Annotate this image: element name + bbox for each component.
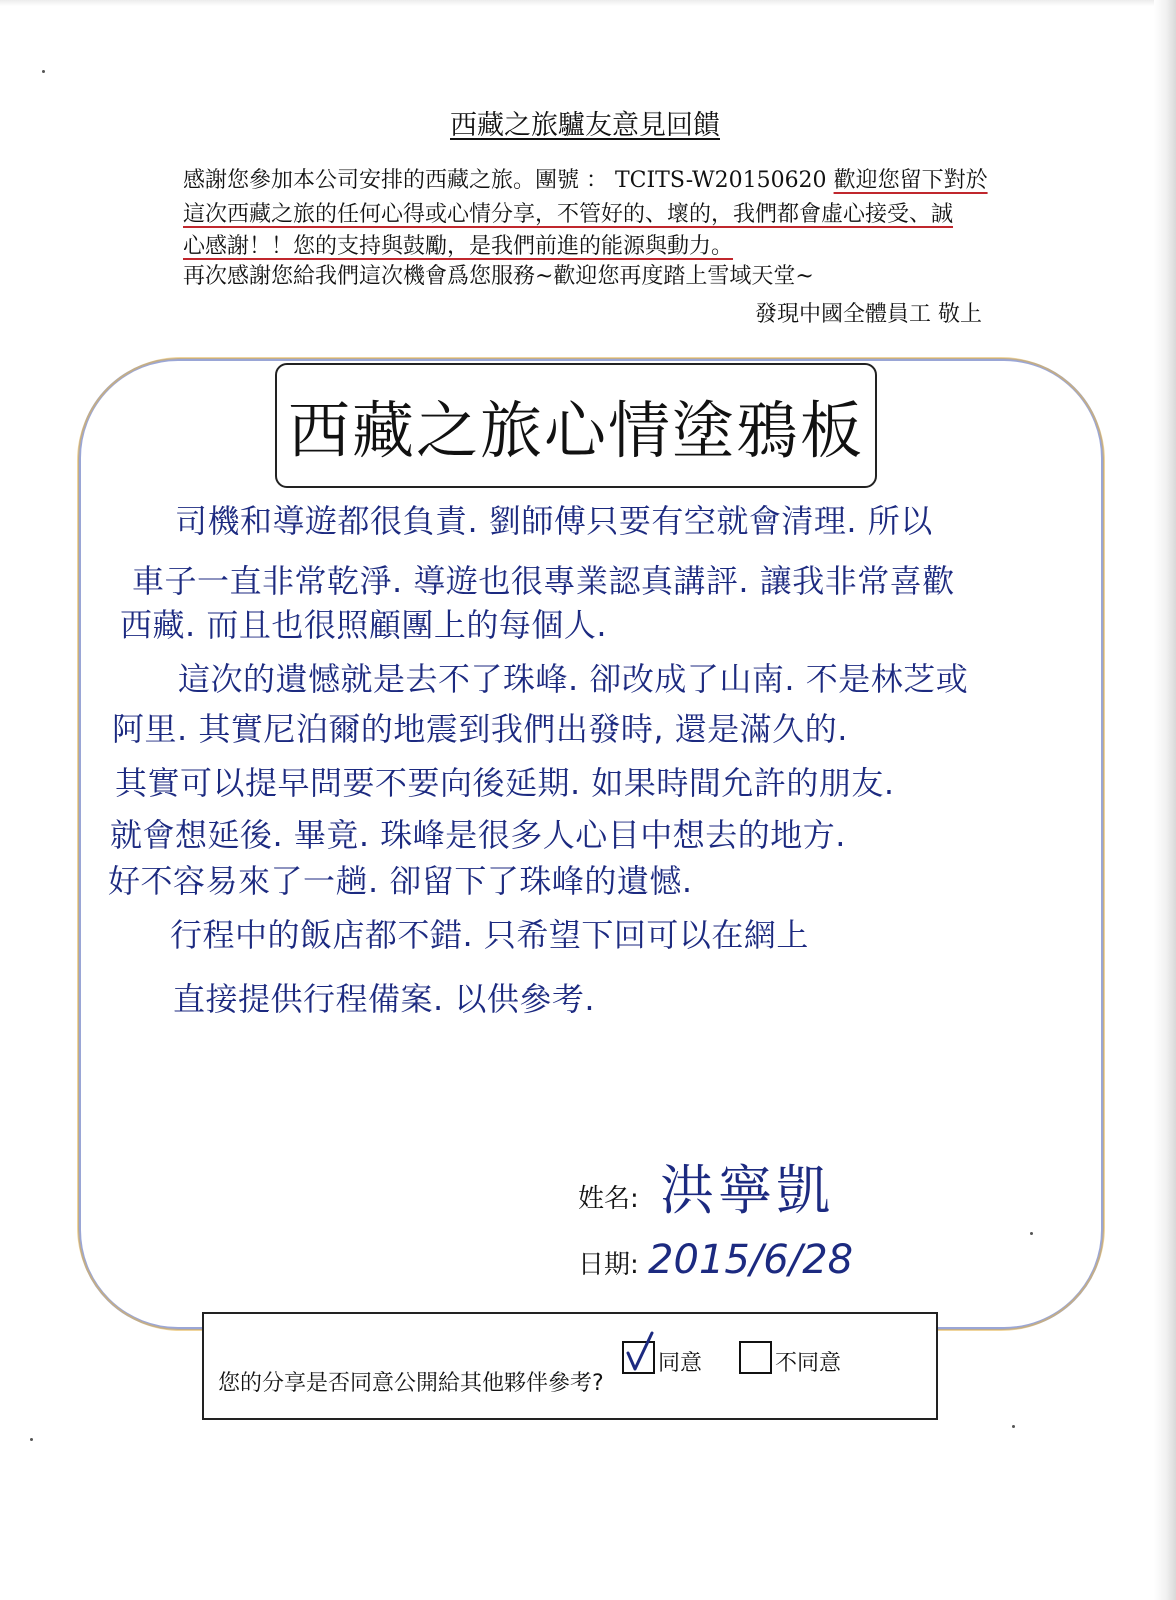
intro-line-1-underlined: 歡迎您留下對於: [833, 168, 988, 193]
intro-line-1: [183, 166, 988, 196]
handwritten-line-9: 行程中的飯店都不錯. 只希望下回可以在網上: [170, 916, 809, 954]
intro-line-2-underlined: 這次西藏之旅的任何心得或心情分享，不管好的、壞的，我們都會虛心接受、誠: [183, 202, 954, 227]
signoff: 發現中國全體員工 敬上: [755, 302, 982, 327]
handwritten-line-10: 直接提供行程備案. 以供參考.: [173, 980, 596, 1018]
scan-speck: [1030, 1232, 1033, 1235]
checkmark-icon: [622, 1331, 662, 1375]
intro-line-1-plain: 感謝您參加本公司安排的西藏之旅。團號 ： TCITS-W20150620: [183, 168, 834, 193]
intro-line-3-underlined: 心感謝！！您的支持與鼓勵，是我們前進的能源與動力。: [183, 234, 734, 259]
handwritten-line-1: 司機和導遊都很負責. 劉師傅只要有空就會清理. 所以: [175, 502, 933, 540]
handwritten-line-5: 阿里. 其實尼泊爾的地震到我們出發時, 還是滿久的.: [112, 710, 848, 748]
date-handwritten: 2015/6/28: [648, 1237, 854, 1283]
handwritten-line-6: 其實可以提早問要不要向後延期. 如果時間允許的朋友.: [115, 764, 895, 802]
handwritten-line-4: 這次的遺憾就是去不了珠峰. 卻改成了山南. 不是林芝或: [178, 660, 969, 698]
name-label: 姓名:: [578, 1184, 639, 1214]
date-label: 日期:: [578, 1250, 639, 1280]
handwritten-line-7: 就會想延後. 畢竟. 珠峰是很多人心目中想去的地方.: [110, 816, 846, 854]
handwritten-line-3: 西藏. 而且也很照顧團上的每個人.: [120, 606, 608, 644]
form-title: 西藏之旅驢友意見回饋: [450, 110, 720, 141]
agree-label: 同意: [658, 1351, 703, 1376]
scan-speck: [30, 1438, 33, 1441]
scan-speck: [42, 70, 45, 73]
intro-line-4: 再次感謝您給我們這次機會爲您服務~歡迎您再度踏上雪域天堂~: [183, 264, 814, 289]
consent-question: 您的分享是否同意公開給其他夥伴參考?: [218, 1371, 604, 1396]
scan-speck: [1012, 1425, 1015, 1428]
intro-line-2: [183, 200, 983, 230]
name-signature: 洪寧凱: [660, 1159, 834, 1222]
handwritten-line-8: 好不容易來了一趟. 卻留下了珠峰的遺憾.: [108, 862, 693, 900]
scan-right-edge: [1154, 0, 1176, 1600]
handwritten-line-2: 車子一直非常乾淨. 導遊也很專業認真講評. 讓我非常喜歡: [132, 562, 955, 600]
graffiti-board-title: 西藏之旅心情塗鴉板: [275, 363, 877, 488]
disagree-label: 不同意: [775, 1351, 842, 1376]
intro-line-3: [183, 232, 983, 262]
disagree-checkbox[interactable]: [739, 1341, 772, 1374]
scan-top-edge: [0, 0, 1176, 6]
agree-checkbox[interactable]: [622, 1341, 655, 1374]
